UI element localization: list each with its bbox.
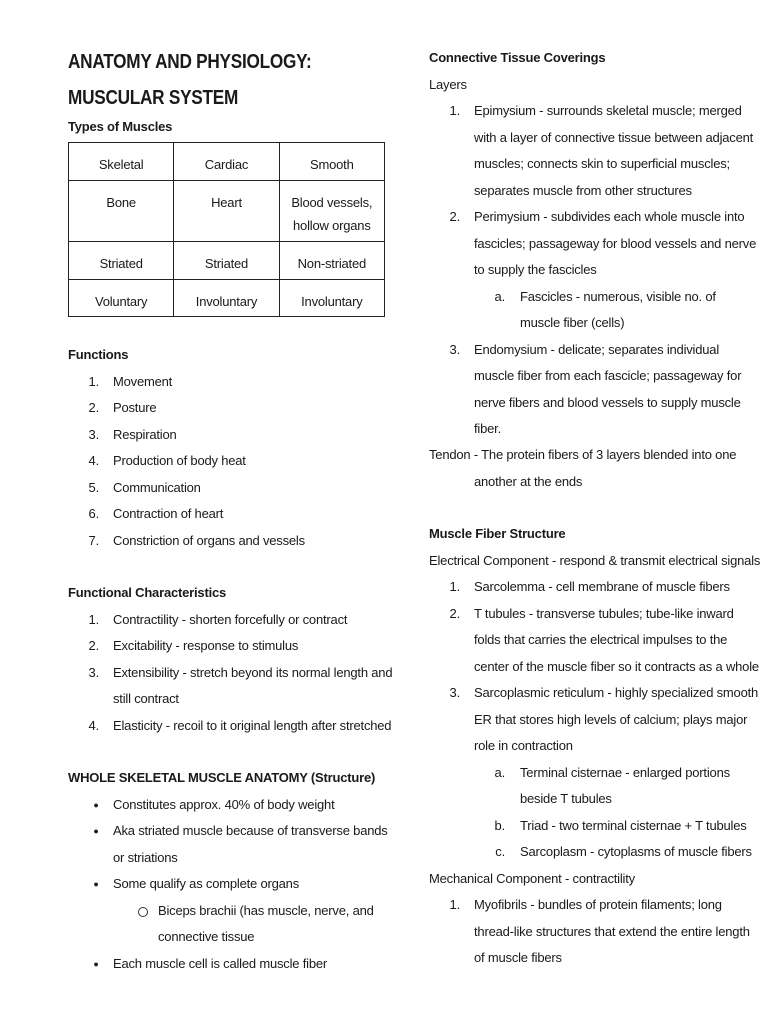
list-item: 4. Elasticity - recoil to it original length after stretched (88, 717, 392, 733)
list-item: 1. Contractility - shorten forcefully or contract (88, 611, 348, 627)
list-item: 6. Contraction of heart (88, 506, 224, 521)
table-cell: Involuntary (174, 280, 279, 317)
list-item: a. Terminal cisternae - enlarged portions beside T tubules (494, 764, 730, 806)
table-cell: Blood vessels, hollow organs (279, 181, 384, 242)
anatomy-list-continued (68, 951, 398, 978)
anatomy-heading: WHOLE SKELETAL MUSCLE ANATOMY (Structure) (68, 770, 376, 785)
list-item: 1. Myofibrils - bundles of protein filaments; long thread-like structures that extend the entire length of muscle fibers (449, 897, 750, 965)
list-item: 1. Movement (88, 373, 173, 389)
table-cell: Striated (174, 242, 279, 280)
list-item: 4. Production of body heat (88, 453, 246, 468)
tendon-text: Tendon - The protein fibers of 3 layers blended into one another at the ends (429, 447, 737, 489)
list-item: 3. Extensibility - stretch beyond its normal length and still contract (88, 664, 393, 706)
connective-section (429, 45, 759, 443)
functions-list (68, 369, 398, 555)
types-heading: Types of Muscles (68, 119, 173, 134)
table-cell: Voluntary (69, 280, 174, 317)
table-row (69, 181, 385, 242)
perimysium-sub-list (429, 284, 759, 337)
list-item: 7. Constriction of organs and vessels (88, 532, 305, 548)
mechanical-label: Mechanical Component - contractility (429, 870, 635, 886)
list-item: 3. Respiration (88, 426, 177, 442)
electrical-label: Electrical Component - respond & transmit electrical signals (429, 552, 761, 568)
characteristics-heading: Functional Characteristics (68, 585, 227, 600)
functions-section (68, 342, 398, 554)
table-cell: Non-striated (279, 242, 384, 280)
fiber-section (429, 521, 759, 972)
electrical-list (429, 574, 759, 760)
bullet-icon: ● (93, 879, 99, 889)
list-item: ● Constitutes approx. 40% of body weight (68, 792, 398, 819)
hollow-bullet-icon (138, 907, 148, 917)
muscle-types-table (68, 142, 385, 317)
list-item: a. Fascicles - numerous, visible no. of muscle fiber (cells) (494, 288, 716, 330)
list-item: 1. Epimysium - surrounds skeletal muscle; merged with a layer of connective tissue between adjacent muscles; connects skin to superficial muscles; separates muscle from other structures (449, 103, 754, 198)
characteristics-section (68, 580, 398, 739)
table-row (69, 242, 385, 280)
connective-heading: Connective Tissue Coverings (429, 50, 606, 65)
table-cell: Skeletal (69, 143, 174, 181)
anatomy-list (68, 792, 398, 898)
table-cell: Heart (174, 181, 279, 242)
list-item: ● Aka striated muscle because of transverse bands or striations (68, 818, 398, 871)
table-cell: Striated (69, 242, 174, 280)
mechanical-list (429, 892, 759, 972)
functions-heading: Functions (68, 347, 129, 362)
anatomy-sub-list (68, 898, 398, 951)
table-cell: Cardiac (174, 143, 279, 181)
list-item: b. Triad - two terminal cisternae + T tubules (494, 817, 747, 833)
list-item: 2. Perimysium - subdivides each whole muscle into fascicles; passageway for blood vessels and nerve to supply the fascicles (449, 209, 757, 277)
tendon-section (429, 442, 759, 495)
list-item: 3. Endomysium - delicate; separates individual muscle fiber from each fascicle; passageway for nerve fibers and blood vessels to supply muscle fiber. (449, 341, 742, 436)
anatomy-section (68, 765, 398, 977)
layers-list (429, 98, 759, 284)
layers-label: Layers (429, 76, 467, 92)
table-row (69, 143, 385, 181)
list-item: c. Sarcoplasm - cytoplasms of muscle fibers (495, 844, 752, 859)
list-item: 3. Sarcoplasmic reticulum - highly specialized smooth ER that stores high levels of calcium; plays major role in contraction (449, 685, 759, 753)
list-item: 1. Sarcolemma - cell membrane of muscle fibers (449, 579, 730, 594)
list-item: Biceps brachii (has muscle, nerve, and connective tissue (68, 898, 398, 951)
layers-list-continued (429, 337, 759, 443)
table-cell: Smooth (279, 143, 384, 181)
list-item: ● Each muscle cell is called muscle fiber (68, 951, 398, 978)
page-title: ANATOMY AND PHYSIOLOGY: MUSCULAR SYSTEM (68, 51, 312, 109)
bullet-icon: ● (93, 826, 99, 836)
bullet-icon: ● (93, 958, 99, 969)
table-cell: Involuntary (279, 280, 384, 317)
fiber-heading: Muscle Fiber Structure (429, 526, 566, 541)
list-item: 2. Excitability - response to stimulus (88, 638, 299, 653)
list-item: ● Some qualify as complete organs (68, 871, 398, 898)
list-item: 2. T tubules - transverse tubules; tube-like inward folds that carries the electrical impulses to the center of the muscle fiber so it contracts as a whole (449, 605, 759, 674)
table-cell: Bone (69, 181, 174, 242)
list-item: 2. Posture (88, 400, 157, 415)
list-item: 5. Communication (88, 479, 201, 495)
characteristics-list (68, 607, 398, 740)
table-row (69, 280, 385, 317)
bullet-icon: ● (93, 799, 99, 810)
sr-sub-list (429, 760, 759, 866)
